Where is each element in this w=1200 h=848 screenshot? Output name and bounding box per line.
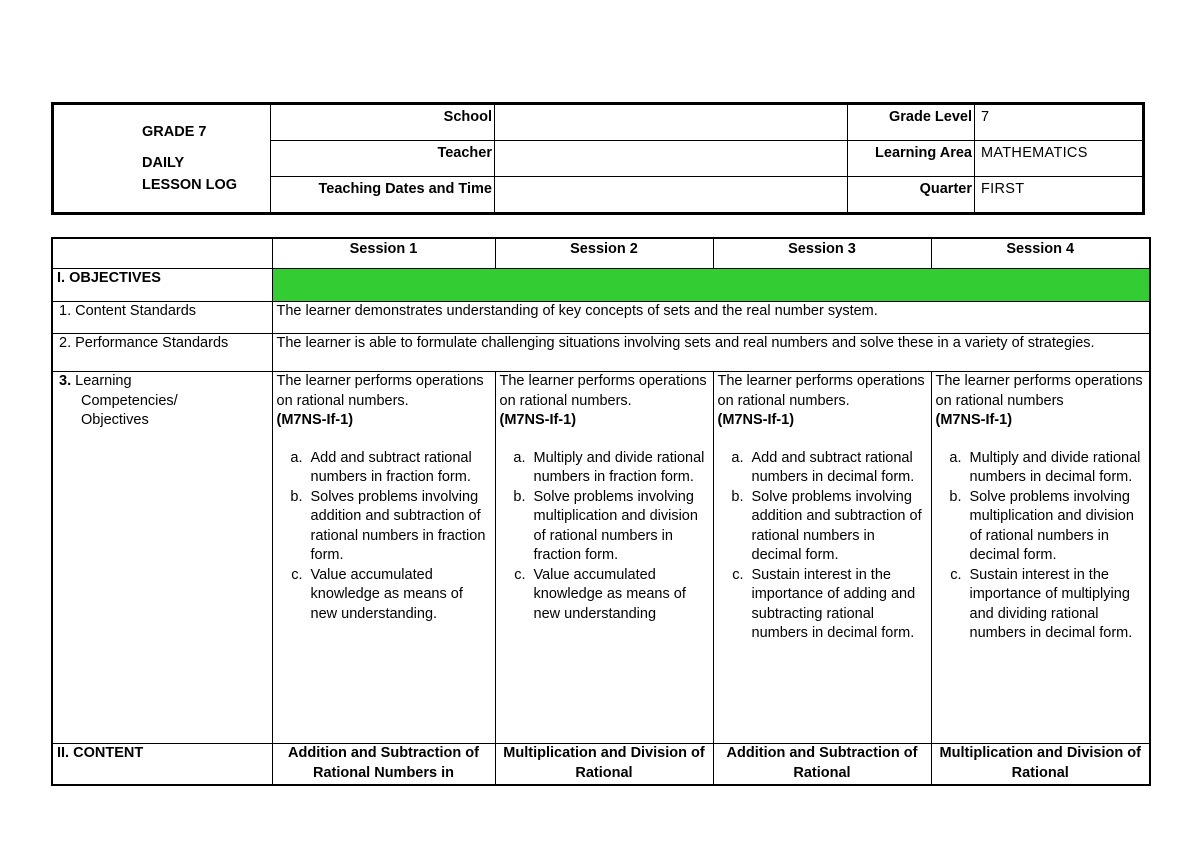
competency-intro: The learner performs operations on rational numbers (935, 373, 1143, 409)
competencies-label-line3: Objectives (81, 412, 149, 428)
list-item: c. Value accumulated knowledge as means of new understanding. (307, 566, 491, 625)
competency-code: (M7NS-If-1) (935, 412, 1013, 428)
list-item: c. Sustain interest in the importance of adding and subtracting rational numbers in decimal form. (748, 566, 927, 644)
competency-list (277, 449, 491, 625)
competencies-label (52, 372, 272, 744)
log-title (53, 104, 271, 214)
competency-session-3 (713, 372, 931, 744)
grade-level-label: Grade Level (848, 104, 975, 141)
school-label: School (271, 104, 495, 141)
list-item: b. Solve problems involving addition and subtraction of rational numbers in decimal form. (748, 488, 927, 566)
list-item: a. Multiply and divide rational numbers in decimal form. (966, 449, 1146, 488)
competency-intro: The learner performs operations on rational numbers. (276, 373, 484, 409)
content-session-1: Addition and Subtraction of Rational Numbers in (272, 744, 495, 785)
teacher-field[interactable] (495, 141, 848, 177)
list-item: c. Value accumulated knowledge as means of new understanding (530, 566, 709, 625)
session-3-header: Session 3 (713, 238, 931, 269)
content-label: II. CONTENT (52, 744, 272, 785)
grade-title: GRADE 7 (142, 124, 207, 140)
competency-code: (M7NS-If-1) (717, 412, 795, 428)
daily-label: DAILY (142, 155, 185, 171)
grade-level-value[interactable]: 7 (975, 104, 1144, 141)
list-item: a. Add and subtract rational numbers in decimal form. (748, 449, 927, 488)
competency-session-1 (272, 372, 495, 744)
list-item: b. Solves problems involving addition and subtraction of rational numbers in fraction form. (307, 488, 491, 566)
content-standards-text: The learner demonstrates understanding of key concepts of sets and the real number system. (272, 302, 1150, 334)
quarter-value[interactable]: FIRST (975, 177, 1144, 214)
corner-cell (52, 238, 272, 269)
competency-intro: The learner performs operations on rational numbers. (717, 373, 925, 409)
dates-label: Teaching Dates and Time (271, 177, 495, 214)
objectives-bar (272, 269, 1150, 302)
content-session-3: Addition and Subtraction of Rational (713, 744, 931, 785)
list-item: c. Sustain interest in the importance of multiplying and dividing rational numbers in decimal form. (966, 566, 1146, 644)
competency-list (936, 449, 1146, 644)
school-field[interactable] (495, 104, 848, 141)
competency-session-4 (931, 372, 1150, 744)
content-standards-label: 1. Content Standards (52, 302, 272, 334)
competency-code: (M7NS-If-1) (276, 412, 354, 428)
list-item: a. Add and subtract rational numbers in fraction form. (307, 449, 491, 488)
quarter-label: Quarter (848, 177, 975, 214)
competencies-number: 3. (59, 373, 72, 389)
content-session-4: Multiplication and Division of Rational (931, 744, 1150, 785)
competency-list (718, 449, 927, 644)
competency-intro: The learner performs operations on rational numbers. (499, 373, 707, 409)
teacher-label: Teacher (271, 141, 495, 177)
session-4-header: Session 4 (931, 238, 1150, 269)
learning-area-value[interactable]: MATHEMATICS (975, 141, 1144, 177)
performance-standards-label: 2. Performance Standards (52, 334, 272, 372)
list-item: b. Solve problems involving multiplication and division of rational numbers in fraction form. (530, 488, 709, 566)
list-item: b. Solve problems involving multiplication and division of rational numbers in decimal form. (966, 488, 1146, 566)
competencies-label-line2: Competencies/ (81, 392, 178, 409)
session-2-header: Session 2 (495, 238, 713, 269)
learning-area-label: Learning Area (848, 141, 975, 177)
list-item: a. Multiply and divide rational numbers in fraction form. (530, 449, 709, 488)
competency-code: (M7NS-If-1) (499, 412, 577, 428)
objectives-label: I. OBJECTIVES (52, 269, 272, 302)
content-session-2: Multiplication and Division of Rational (495, 744, 713, 785)
competency-list (500, 449, 709, 625)
session-1-header: Session 1 (272, 238, 495, 269)
lesson-log-label: LESSON LOG (142, 177, 238, 193)
performance-standards-text: The learner is able to formulate challenging situations involving sets and real numbers and solve these in a variety of strategies. (272, 334, 1150, 372)
competency-session-2 (495, 372, 713, 744)
dates-field[interactable] (495, 177, 848, 214)
lesson-log-table (51, 237, 1151, 786)
competencies-label-text: Learning (75, 373, 132, 389)
lesson-log-header (51, 102, 1145, 215)
